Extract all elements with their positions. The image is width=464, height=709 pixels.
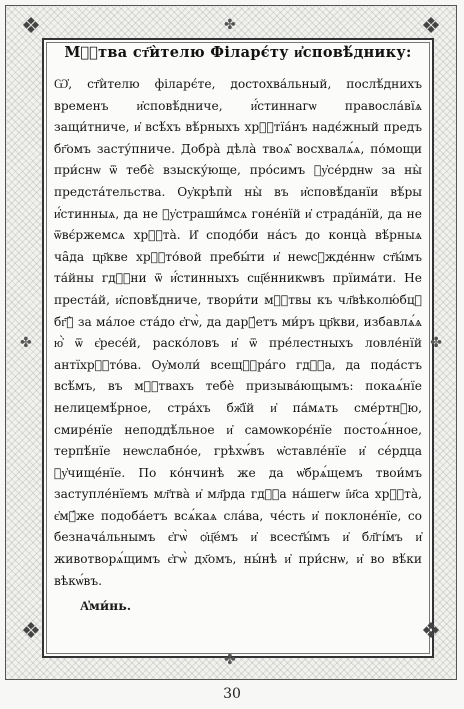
side-ornament-icon: ✤: [20, 335, 32, 351]
page-number: 30: [223, 686, 241, 702]
ornamental-border: [5, 5, 457, 680]
top-ornament-icon: ✤: [224, 17, 236, 33]
prayer-title: Мⷧ҇тва ст҃ѝтелю Філарє́ту и҆сповѣ́днику:: [64, 44, 412, 61]
prayer-amen: А҆ми́нь.: [80, 598, 132, 614]
corner-ornament-icon: ❖: [21, 619, 41, 644]
prayer-body: Ѡ҆, ст҃ѝтелю філарє́те, достохва́льный, послѣ́днихъ временъ и҆сповѣ́дниче, и҆́стиннагѡ правосла́вїѧ защи́тниче, и҆ всѣ́хъ вѣ́рныхъ хрⷭ҇тїа́нъ надє́жный предъ бг҃омъ засту́пниче. Добра̀ дѣла̀ твоѧ̑ восхвалѧ́ѧ, по́мощи при́снѡ ѿ тебє̀ взыску́юще, про́симъ ᲂу҆се́рднѡ за ны̀ предста́тельства. Оу҆крѣпѝ ны̀ въ и҆сповѣ́данїи вѣ́ры и҆́стинныѧ, да не ᲂу҆страши́мсѧ гоне́нїй и҆ страда́нїй, да не ѿвє́ржемсѧ хрⷭ҇та̀. И҆ сподо́би на́съ до конца̀ вѣ́рныѧ ча̑да цр҃кве хрⷭ҇то́вой пребы́ти и҆ неѡсꙋжде́ннѡ ст҃ы́мъ та́йны гдⷭ҇ни ѿ и҆́стинныхъ сщ҃е́нникѡвъ прїима́ти. Не преста́й, и҆сповѣ́дниче, твори́ти мⷧ҇твы къ чл҃вѣколю́бцꙋ бг҃ꙋ̀ за ма́лое ста́до є҆гѡ̀, да дарꙋ́етъ ми́ръ цр҃кви, избавлѧ́ѧ ю҆̀ ѿ є҆ресе́й, раско́ловъ и҆ ѿ пре́лестныхъ ловле́нїй антїхрⷭ҇то́ва. Оу҆моли́ всещⷣ҇ра́го гдⷭ҇а, да пода́стъ всѣ́мъ, въ мⷧ҇твахъ тебѐ призыва́ющымъ: покаѧ́нїе нелицемѣ́рное, стра́хъ бж҃їй и҆ па́мѧть сме́ртнꙋю, смире́нїе неподдѣ́льное и҆ самоѡкорє́нїе постоѧ́нное, терпѣ́нїе неѡслабно́е, грѣхѡ́въ ѡ҆ставле́нїе и҆ се́рдца ᲂу҆чище́нїе. По ко́нчинѣ же да ѡ҆брѧ́щемъ твои́мъ заступле́нїемъ мл҃тва̀ и҆ мл҃рда гдⷭ҇а на́шегѡ і҆и҃са хрⷭ҇та̀, є҆мꙋ́же подоба́етъ всѧ́каѧ сла́ва, че́сть и҆ поклоне́нїе, со безнача́льнымъ є҆гѡ̀ ѻ҆ц҃е́мъ и҆ всест҃ы́мъ и҆ бл҃гі́мъ и҆ животворѧ́щимъ є҆гѡ̀ дх҃омъ, ны́нѣ и҆ при́снѡ, и҆ во вѣ́ки вѣкѡ́въ.: [54, 77, 422, 588]
prayer-content: [54, 44, 422, 614]
corner-ornament-icon: ❖: [421, 14, 441, 39]
side-ornament-icon: ✤: [430, 335, 442, 351]
bottom-ornament-icon: ✤: [224, 652, 236, 668]
corner-ornament-icon: ❖: [421, 619, 441, 644]
corner-ornament-icon: ❖: [21, 14, 41, 39]
